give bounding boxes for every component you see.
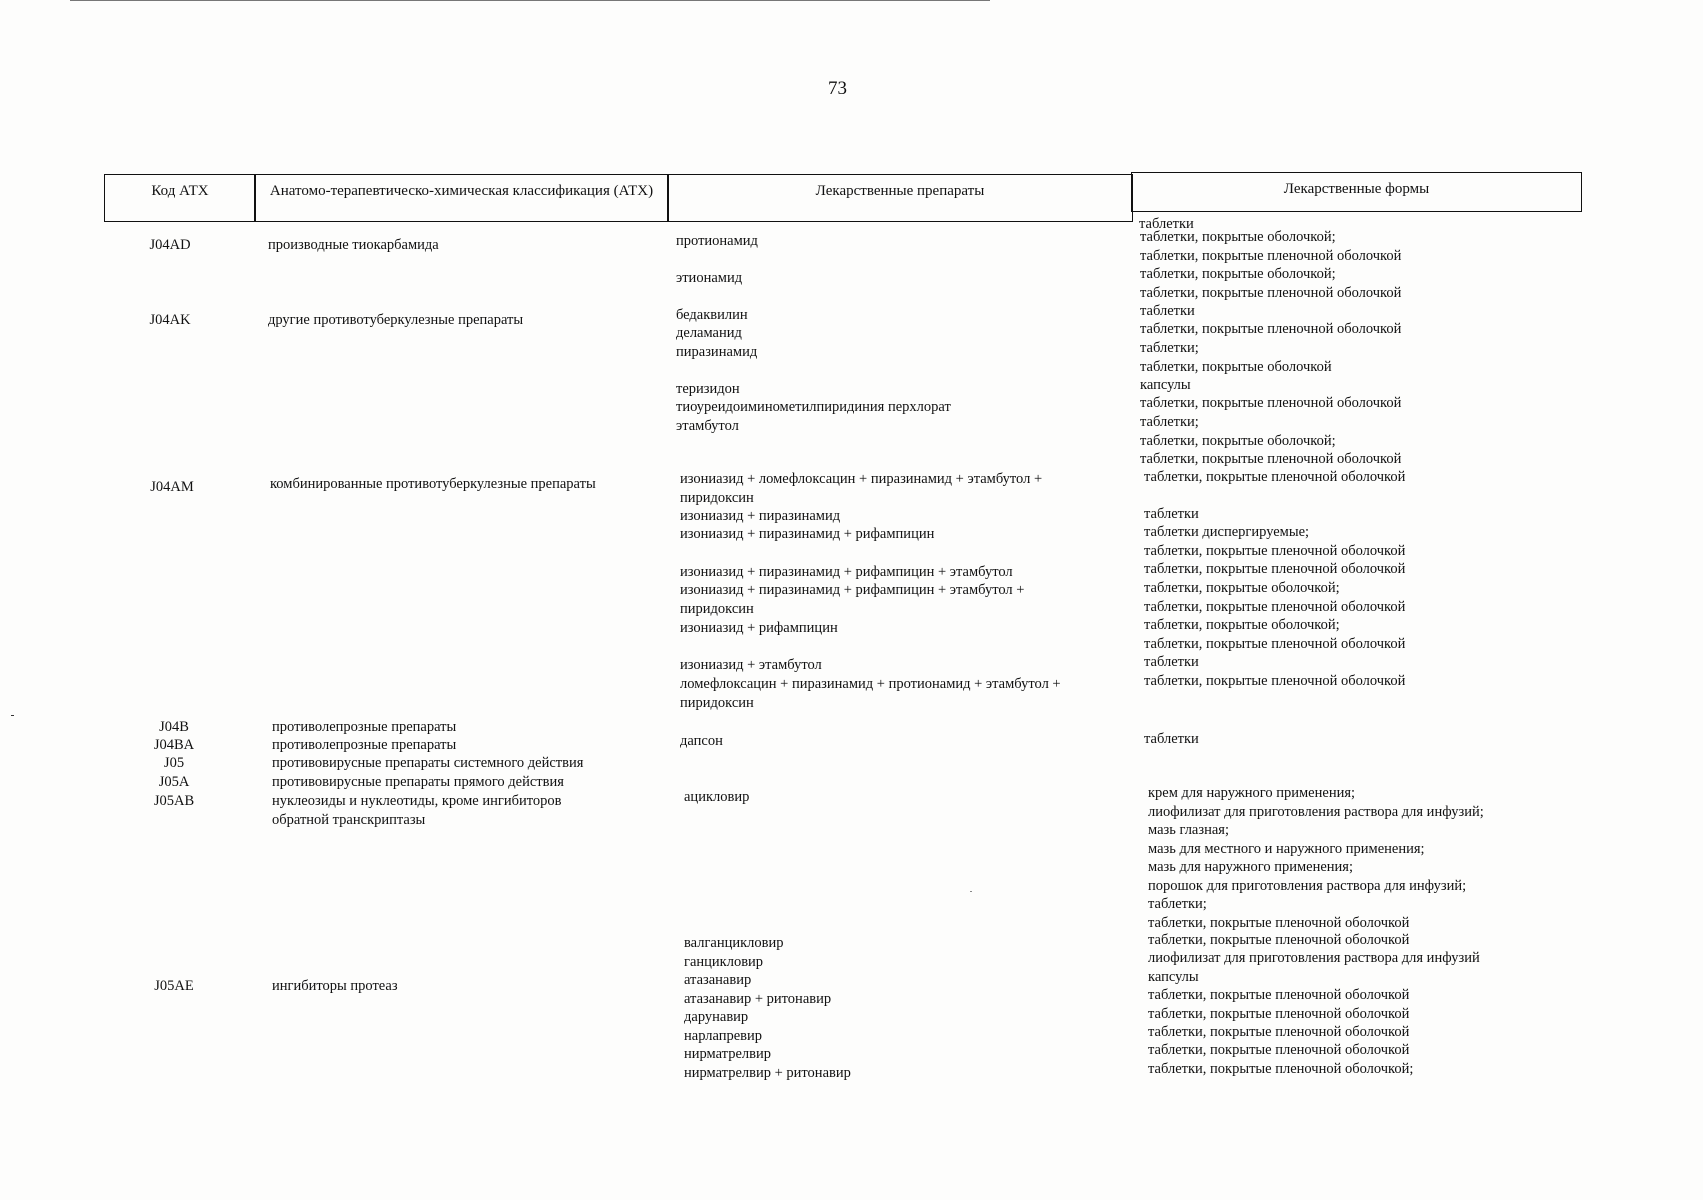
forms-item: лиофилизат для приготовления раствора для инфузий; bbox=[1148, 803, 1484, 820]
forms-item: таблетки, покрытые оболочкой; bbox=[1140, 229, 1336, 245]
drug-name: пиридоксин bbox=[680, 694, 754, 711]
drug-name: теризидон bbox=[676, 381, 740, 397]
forms-item: таблетки, покрытые пленочной оболочкой bbox=[1144, 635, 1406, 652]
drug-name: изониазид + рифампицин bbox=[680, 620, 838, 636]
drug-name: пиридоксин bbox=[680, 600, 754, 617]
drug-name: пиридоксин bbox=[680, 489, 754, 506]
forms-item: таблетки, покрытые пленочной оболочкой bbox=[1148, 932, 1410, 948]
drug-name: деламанид bbox=[676, 325, 742, 341]
drug-name: ломефлоксацин + пиразинамид + протионамид + этамбутол + bbox=[680, 676, 1061, 692]
forms-item: таблетки, покрытые пленочной оболочкой bbox=[1148, 1042, 1410, 1058]
page-number: 73 bbox=[828, 78, 847, 99]
drug-name: изониазид + пиразинамид bbox=[680, 508, 841, 524]
forms-item: мазь для наружного применения; bbox=[1148, 859, 1353, 875]
forms-item: лиофилизат для приготовления раствора для инфузий bbox=[1148, 950, 1480, 966]
atc-classification: ингибиторы протеаз bbox=[272, 978, 398, 994]
atc-code: J04BA bbox=[153, 737, 195, 753]
drug-name: изониазид + пиразинамид + рифампицин + этамбутол + bbox=[680, 582, 1025, 598]
drug-name: нирматрелвир bbox=[684, 1046, 771, 1062]
forms-item: таблетки, покрытые пленочной оболочкой bbox=[1140, 451, 1402, 467]
atc-code: J04AD bbox=[149, 237, 191, 253]
drug-name: этамбутол bbox=[676, 418, 739, 434]
forms-item: таблетки, покрытые пленочной оболочкой bbox=[1144, 542, 1406, 559]
drug-name: изониазид + пиразинамид + рифампицин + этамбутол bbox=[680, 564, 1013, 580]
drug-name: изониазид + этамбутол bbox=[680, 657, 822, 673]
drug-name: атазанавир + ритонавир bbox=[684, 991, 832, 1007]
forms-item: таблетки, покрытые оболочкой; bbox=[1144, 617, 1340, 633]
atc-classification: другие противотуберкулезные препараты bbox=[268, 312, 524, 328]
forms-item: таблетки, покрытые оболочкой; bbox=[1140, 432, 1336, 449]
forms-item: таблетки bbox=[1144, 506, 1199, 522]
forms-item: таблетки bbox=[1144, 731, 1199, 747]
atc-code: J05A bbox=[158, 774, 190, 790]
forms-item: таблетки, покрытые оболочкой; bbox=[1140, 266, 1336, 282]
forms-item: таблетки; bbox=[1148, 896, 1207, 912]
atc-classification: противолепрозные препараты bbox=[272, 737, 457, 753]
forms-item: таблетки bbox=[1139, 216, 1194, 232]
forms-item: мазь глазная; bbox=[1148, 822, 1229, 838]
forms-item: таблетки, покрытые пленочной оболочкой bbox=[1148, 914, 1410, 931]
forms-item: капсулы bbox=[1148, 969, 1199, 985]
forms-item: порошок для приготовления раствора для инфузий; bbox=[1148, 877, 1467, 894]
forms-item: таблетки bbox=[1140, 303, 1195, 319]
atc-code: J05 bbox=[163, 755, 185, 771]
forms-item: капсулы bbox=[1140, 377, 1191, 393]
drug-name: валганцикловир bbox=[684, 935, 784, 951]
atc-classification: противолепрозные препараты bbox=[272, 719, 457, 735]
forms-item: таблетки; bbox=[1140, 340, 1199, 356]
drug-name: бедаквилин bbox=[676, 307, 748, 323]
forms-item: таблетки, покрытые пленочной оболочкой bbox=[1144, 673, 1406, 689]
forms-item: таблетки, покрытые пленочной оболочкой bbox=[1140, 247, 1402, 264]
forms-item: крем для наружного применения; bbox=[1148, 785, 1356, 801]
drug-name: дапсон bbox=[680, 733, 723, 749]
drug-name: протионамид bbox=[676, 233, 758, 249]
atc-code: J04AM bbox=[150, 479, 194, 495]
drug-name: ганцикловир bbox=[684, 954, 764, 970]
atc-code: J05AE bbox=[154, 978, 194, 994]
header-classification: Анатомо-терапевтическо-химическая классификация (АТХ) bbox=[254, 174, 669, 222]
atc-classification: обратной транскриптазы bbox=[272, 811, 426, 828]
forms-item: таблетки диспергируемые; bbox=[1144, 524, 1310, 540]
forms-item: таблетки, покрытые пленочной оболочкой bbox=[1148, 1006, 1410, 1022]
drug-name: нирматрелвир + ритонавир bbox=[684, 1065, 851, 1081]
drug-name: тиоуреидоиминометилпиридиния перхлорат bbox=[676, 399, 951, 415]
forms-item: таблетки, покрытые пленочной оболочкой bbox=[1140, 321, 1402, 337]
drug-name: изониазид + пиразинамид + рифампицин bbox=[680, 526, 935, 542]
drug-name: пиразинамид bbox=[676, 344, 758, 360]
forms-item: таблетки, покрытые пленочной оболочкой bbox=[1140, 395, 1402, 411]
forms-item: таблетки, покрытые пленочной оболочкой bbox=[1144, 469, 1406, 485]
drug-name: нарлапревир bbox=[684, 1028, 763, 1044]
drug-name: этионамид bbox=[676, 270, 743, 286]
atc-classification: производные тиокарбамида bbox=[268, 237, 439, 253]
forms-item: таблетки, покрытые пленочной оболочкой bbox=[1148, 987, 1410, 1003]
forms-item: таблетки; bbox=[1140, 414, 1199, 430]
header-code: Код АТХ bbox=[104, 174, 256, 222]
atc-code: J04AK bbox=[149, 312, 191, 328]
header-drugs: Лекарственные препараты bbox=[667, 174, 1133, 222]
drug-name: дарунавир bbox=[684, 1009, 749, 1025]
drug-name: изониазид + ломефлоксацин + пиразинамид + этамбутол + bbox=[680, 471, 1043, 487]
atc-classification: противовирусные препараты системного действия bbox=[272, 755, 584, 771]
forms-item: таблетки, покрытые оболочкой; bbox=[1144, 580, 1340, 596]
atc-code: J04B bbox=[159, 719, 189, 735]
forms-item: таблетки, покрытые пленочной оболочкой; bbox=[1148, 1061, 1414, 1077]
atc-classification: противовирусные препараты прямого действия bbox=[272, 774, 564, 790]
atc-classification: нуклеозиды и нуклеотиды, кроме ингибиторов bbox=[272, 793, 562, 809]
forms-item: таблетки, покрытые пленочной оболочкой bbox=[1144, 598, 1406, 615]
forms-item: таблетки, покрытые пленочной оболочкой bbox=[1144, 561, 1406, 577]
forms-item: таблетки, покрытые пленочной оболочкой bbox=[1148, 1024, 1410, 1040]
atc-code: J05AB bbox=[153, 793, 195, 809]
header-forms: Лекарственные формы bbox=[1131, 172, 1582, 212]
atc-classification: комбинированные противотуберкулезные препараты bbox=[270, 476, 596, 492]
drug-name: ацикловир bbox=[684, 789, 750, 805]
forms-item: таблетки, покрытые пленочной оболочкой bbox=[1140, 284, 1402, 301]
forms-item: мазь для местного и наружного применения; bbox=[1148, 840, 1425, 857]
forms-item: таблетки bbox=[1144, 654, 1199, 670]
forms-item: таблетки, покрытые оболочкой bbox=[1140, 358, 1332, 375]
drug-name: атазанавир bbox=[684, 972, 752, 988]
